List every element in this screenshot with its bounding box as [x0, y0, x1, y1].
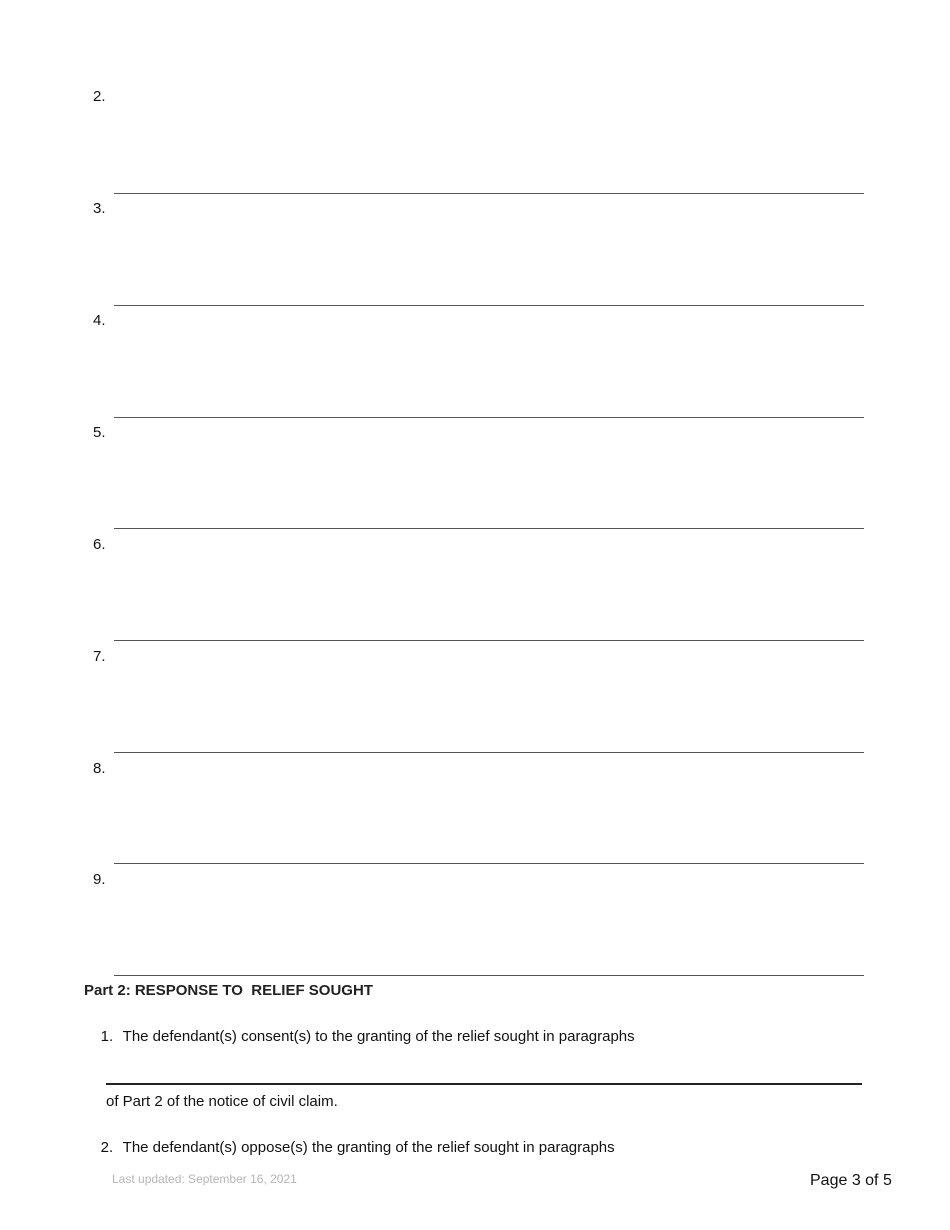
page-number: Page 3 of 5	[810, 1172, 892, 1189]
consent-paragraphs-field[interactable]	[106, 1083, 862, 1085]
paragraph-number-3: 3.	[93, 200, 106, 217]
paragraph-7-answer-line[interactable]	[114, 752, 864, 753]
consent-item-text: The defendant(s) consent(s) to the granting of the relief sought in paragraphs	[122, 1028, 635, 1045]
paragraph-number-2: 2.	[93, 88, 106, 105]
paragraph-number-9: 9.	[93, 871, 106, 888]
paragraph-number-6: 6.	[93, 536, 106, 553]
paragraph-number-7: 7.	[93, 648, 106, 665]
paragraph-number-5: 5.	[93, 424, 106, 441]
oppose-item-text: The defendant(s) oppose(s) the granting of the relief sought in paragraphs	[122, 1139, 615, 1156]
oppose-item-number: 2.	[100, 1139, 114, 1156]
oppose-item	[84, 1122, 615, 1173]
paragraph-8-answer-line[interactable]	[114, 863, 864, 864]
paragraph-2-answer-line[interactable]	[114, 193, 864, 194]
consent-item-continuation: of Part 2 of the notice of civil claim.	[106, 1093, 338, 1110]
paragraph-6-answer-line[interactable]	[114, 640, 864, 641]
paragraph-9-answer-line[interactable]	[114, 975, 864, 976]
consent-item	[84, 1011, 635, 1062]
paragraph-4-answer-line[interactable]	[114, 417, 864, 418]
part-2-heading: Part 2: RESPONSE TO RELIEF SOUGHT	[84, 982, 373, 999]
paragraph-number-4: 4.	[93, 312, 106, 329]
paragraph-3-answer-line[interactable]	[114, 305, 864, 306]
paragraph-number-8: 8.	[93, 760, 106, 777]
consent-item-number: 1.	[100, 1028, 114, 1045]
paragraph-5-answer-line[interactable]	[114, 528, 864, 529]
last-updated-note: Last updated: September 16, 2021	[112, 1172, 297, 1186]
